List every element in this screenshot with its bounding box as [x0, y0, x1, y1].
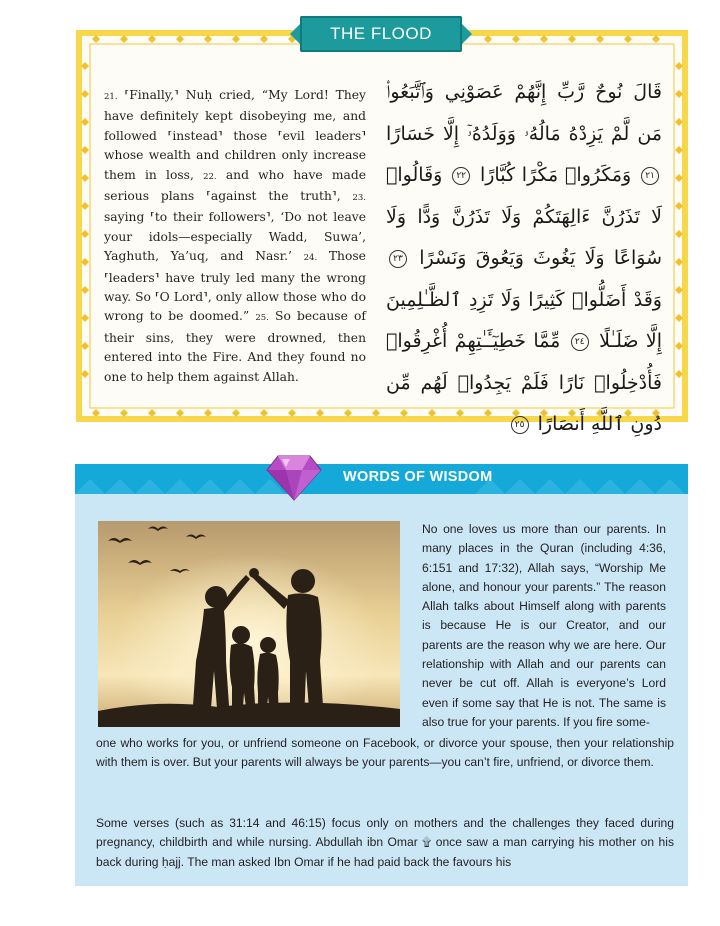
border-diamond: [484, 35, 492, 43]
border-diamond: [652, 35, 660, 43]
border-diamond: [204, 35, 212, 43]
verse-number: 24.: [303, 253, 318, 264]
border-diamond: [260, 409, 268, 417]
border-diamond: [120, 409, 128, 417]
border-diamond: [512, 35, 520, 43]
border-diamond: [92, 409, 100, 417]
border-diamond: [624, 35, 632, 43]
border-diamond: [288, 409, 296, 417]
border-diamond: [81, 90, 89, 98]
verse-text: ⸢Finally,⸣ Nuḥ cried, “My Lord! They have definitely kept disobeying me, and followed ⸢instead⸣ those ⸢evil leaders⸣ whose wealth and children only increase them in loss,: [104, 88, 366, 182]
border-diamond: [176, 35, 184, 43]
border-diamond: [176, 409, 184, 417]
verse-text: Those ⸢leaders⸣ have truly led many the wrong way. So ⸢O Lord⸣, only allow those who do wrong to be doomed.”: [104, 249, 366, 324]
border-diamond: [344, 409, 352, 417]
border-diamond: [81, 202, 89, 210]
border-diamond: [675, 146, 683, 154]
gem-icon: [266, 452, 322, 502]
border-diamond: [675, 286, 683, 294]
border-diamond: [540, 35, 548, 43]
border-diamond: [81, 118, 89, 126]
arabic-verse: وَقَدْ أَضَلُّوا۟ كَثِيرًا وَلَا تَزِدِ ٱلظَّـٰلِمِينَ إِلَّا ضَلَـٰلًا: [386, 288, 663, 352]
border-diamond: [81, 314, 89, 322]
border-diamond: [675, 314, 683, 322]
border-diamond: [81, 62, 89, 70]
border-diamond: [148, 409, 156, 417]
verse-marker: ٢٥: [511, 416, 529, 434]
section-title-tab: [300, 16, 462, 52]
border-diamond: [316, 409, 324, 417]
family-silhouette-image: [98, 521, 400, 727]
border-diamond: [148, 35, 156, 43]
border-diamond: [81, 286, 89, 294]
border-diamond: [120, 35, 128, 43]
border-diamond: [596, 35, 604, 43]
arabic-verse: وَمَكَرُوا۟ مَكْرًا كُبَّارًا: [479, 164, 632, 186]
border-diamond: [92, 35, 100, 43]
border-diamond: [232, 409, 240, 417]
border-diamond: [81, 342, 89, 350]
verse-number: 22.: [203, 171, 217, 182]
arabic-text: [386, 72, 662, 446]
arabic-verse: قَالَ نُوحٌ رَّبِّ إِنَّهُمْ عَصَوْنِي وَٱتَّبَعُوا۟ مَن لَّمْ يَزِدْهُ مَالُهُۥ وَوَلَدُهُۥٓ إِلَّا خَسَارًا: [386, 81, 662, 145]
verse-text: and who have made serious plans ⸢against the truth⸣,: [104, 167, 366, 204]
verse-text: saying ⸢to their followers⸣, ‘Do not leave your idols—especially Wadd, Suwa’, Yaghuth, Ya’uq, and Nasr.’: [104, 210, 366, 264]
verse-number: 23.: [352, 193, 366, 204]
border-diamond: [675, 258, 683, 266]
arabic-verse: وَقَالُوا۟ لَا تَذَرُنَّ ءَالِهَتَكُمْ وَلَا تَذَرُنَّ وَدًّا وَلَا سُوَاعًا وَلَا يَغُوثَ وَيَعُوقَ وَنَسْرًا: [386, 164, 662, 269]
border-diamond: [81, 258, 89, 266]
border-diamond: [675, 202, 683, 210]
border-diamond: [81, 230, 89, 238]
border-diamond: [675, 342, 683, 350]
verse-marker: ٢٤: [571, 333, 589, 351]
border-diamond: [81, 146, 89, 154]
section-title: THE FLOOD: [330, 24, 432, 43]
border-diamond: [204, 409, 212, 417]
border-diamond: [260, 35, 268, 43]
arabic-verse: مِّمَّا خَطِيٓـَٔـٰتِهِمْ أُغْرِقُوا۟ فَأُدْخِلُوا۟ نَارًا فَلَمْ يَجِدُوا۟ لَهُم مِّن دُونِ ٱللَّهِ أَنصَارًا: [386, 330, 662, 435]
border-diamond: [675, 174, 683, 182]
border-diamond: [675, 230, 683, 238]
border-diamond: [568, 35, 576, 43]
verse-marker: ٢١: [641, 167, 659, 185]
wisdom-paragraph-1-continued: one who works for you, or unfriend someone on Facebook, or divorce your spouse, then your relationship with them is over. But your parents will always be your parents—you can’t fire, unfriend, or divorce them.: [96, 736, 674, 770]
border-diamond: [675, 370, 683, 378]
wisdom-paragraph-1: No one loves us more than our parents. In many places in the Quran (including 4:36, 6:151 and 17:32), Allah says, “Worship Me alone, and honour your parents.” The reason Allah talks about Himself along with parents is because He is our Creator, and our parents are the reason why we are here. Our relationship with Allah and our parents can never be cut off. Allah is everyone’s Lord even if some say that He is not. The same is also true for your parents. If you fire some-: [422, 522, 666, 729]
border-diamond: [81, 370, 89, 378]
wisdom-title: WORDS OF WISDOM: [343, 469, 493, 485]
border-diamond: [232, 35, 240, 43]
border-diamond: [372, 409, 380, 417]
border-diamond: [675, 90, 683, 98]
wisdom-paragraph-2: Some verses (such as 31:14 and 46:15) focus only on mothers and the challenges they faced during pregnancy, childbirth and while nursing. Abdullah ibn Omar ۩ once saw a man carrying his mother on his back during ḥajj. The man asked Ibn Omar if he had paid back the favours his: [96, 816, 674, 869]
verse-marker: ٢٢: [452, 167, 470, 185]
verse-marker: ٢٣: [389, 250, 407, 268]
verse-text: So because of their sins, they were drowned, then entered into the Fire. And they found no one to help them against Allah.: [104, 309, 366, 384]
border-diamond: [675, 62, 683, 70]
border-diamond: [81, 174, 89, 182]
english-translation: [104, 86, 366, 387]
border-diamond: [675, 118, 683, 126]
verse-number: 21.: [104, 92, 118, 102]
wisdom-header-bar: [75, 464, 688, 494]
verse-number: 25.: [255, 313, 269, 324]
